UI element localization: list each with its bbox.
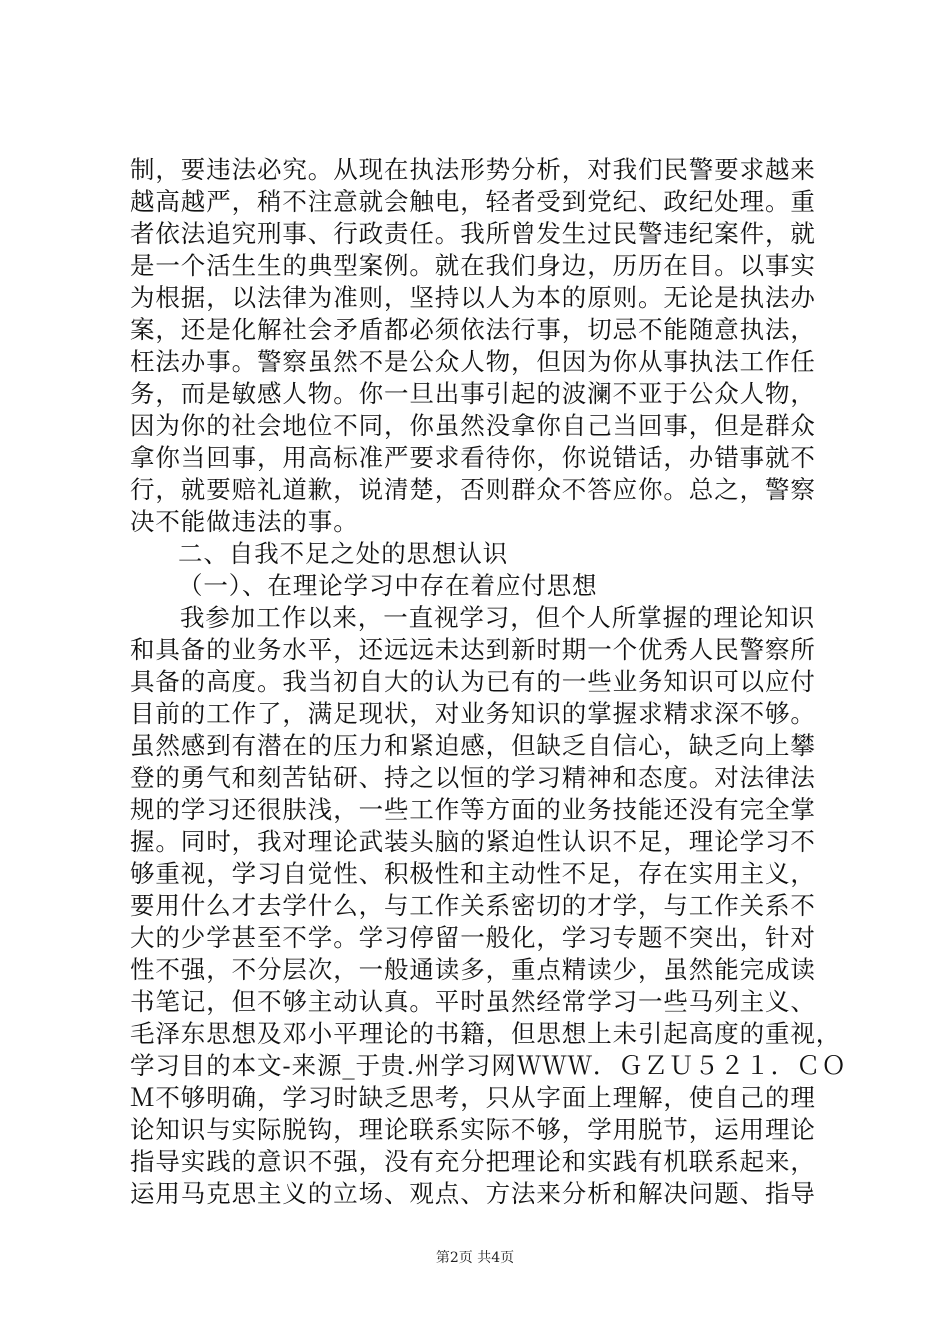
text-line: 具备的高度。我当初自大的认为已有的一些业务知识可以应付 bbox=[130, 667, 816, 696]
text-line: 大的少学甚至不学。学习停留一般化，学习专题不突出，针对 bbox=[130, 923, 816, 952]
text-line: 因为你的社会地位不同，你虽然没拿你自己当回事，但是群众 bbox=[130, 411, 816, 440]
text-line: 要用什么才去学什么，与工作关系密切的才学，与工作关系不 bbox=[130, 891, 816, 920]
paragraph-first-line: 我参加工作以来，一直视学习，但个人所掌握的理论知识 bbox=[180, 603, 815, 632]
text-line: 拿你当回事，用高标准严要求看待你，你说错话，办错事就不 bbox=[130, 443, 816, 472]
section-heading: 二、自我不足之处的思想认识 bbox=[178, 539, 509, 568]
body-text bbox=[130, 154, 847, 1210]
text-line: 规的学习还很肤浅，一些工作等方面的业务技能还没有完全掌 bbox=[130, 795, 816, 824]
text-line: 书笔记，但不够主动认真。平时虽然经常学习一些马列主义、 bbox=[130, 987, 816, 1016]
text-line: 和具备的业务水平，还远远未达到新时期一个优秀人民警察所 bbox=[130, 635, 816, 664]
text-line: 目前的工作了，满足现状，对业务知识的掌握求精求深不够。 bbox=[130, 699, 816, 728]
text-line: 登的勇气和刻苦钻研、持之以恒的学习精神和态度。对法律法 bbox=[130, 763, 816, 792]
text-line: 虽然感到有潜在的压力和紧迫感，但缺乏自信心，缺乏向上攀 bbox=[130, 731, 816, 760]
text-line: 枉法办事。警察虽然不是公众人物，但因为你从事执法工作任 bbox=[130, 347, 816, 376]
text-line: 行，就要赔礼道歉，说清楚，否则群众不答应你。总之，警察 bbox=[130, 475, 816, 504]
text-line: Ｍ不够明确，学习时缺乏思考，只从字面上理解，使自己的理 bbox=[130, 1083, 816, 1112]
text-line: 够重视，学习自觉性、积极性和主动性不足，存在实用主义， bbox=[130, 859, 816, 888]
text-line: 论知识与实际脱钩，理论联系实际不够，学用脱节，运用理论 bbox=[130, 1115, 816, 1144]
text-line: 指导实践的意识不强，没有充分把理论和实践有机联系起来， bbox=[130, 1147, 816, 1176]
page-number-footer: 第2页 共4页 bbox=[435, 1250, 515, 1266]
text-line: 握。同时，我对理论武装头脑的紧迫性认识不足，理论学习不 bbox=[130, 827, 816, 856]
text-line: 越高越严，稍不注意就会触电，轻者受到党纪、政纪处理。重 bbox=[130, 187, 816, 216]
subsection-heading: （一）、在理论学习中存在着应付思想 bbox=[178, 571, 598, 600]
text-line: 学习目的本文-来源_于贵.州学习网ＷＷＷ．ＧＺＵ５２１．ＣＯ bbox=[130, 1051, 847, 1080]
text-line: 者依法追究刑事、行政责任。我所曾发生过民警违纪案件，就 bbox=[130, 219, 816, 248]
text-line: 毛泽东思想及邓小平理论的书籍，但思想上未引起高度的重视， bbox=[130, 1019, 842, 1048]
text-line: 运用马克思主义的立场、观点、方法来分析和解决问题、指导 bbox=[130, 1179, 816, 1208]
text-line: 案，还是化解社会矛盾都必须依法行事，切忌不能随意执法， bbox=[130, 315, 816, 344]
text-line: 制，要违法必究。从现在执法形势分析，对我们民警要求越来 bbox=[130, 155, 816, 184]
text-line: 为根据，以法律为准则，坚持以人为本的原则。无论是执法办 bbox=[130, 283, 816, 312]
text-line: 决不能做违法的事。 bbox=[130, 507, 359, 536]
text-line: 是一个活生生的典型案例。就在我们身边，历历在目。以事实 bbox=[130, 251, 816, 280]
text-line: 性不强，不分层次，一般通读多，重点精读少，虽然能完成读 bbox=[130, 955, 816, 984]
text-line: 务，而是敏感人物。你一旦出事引起的波澜不亚于公众人物， bbox=[130, 379, 816, 408]
